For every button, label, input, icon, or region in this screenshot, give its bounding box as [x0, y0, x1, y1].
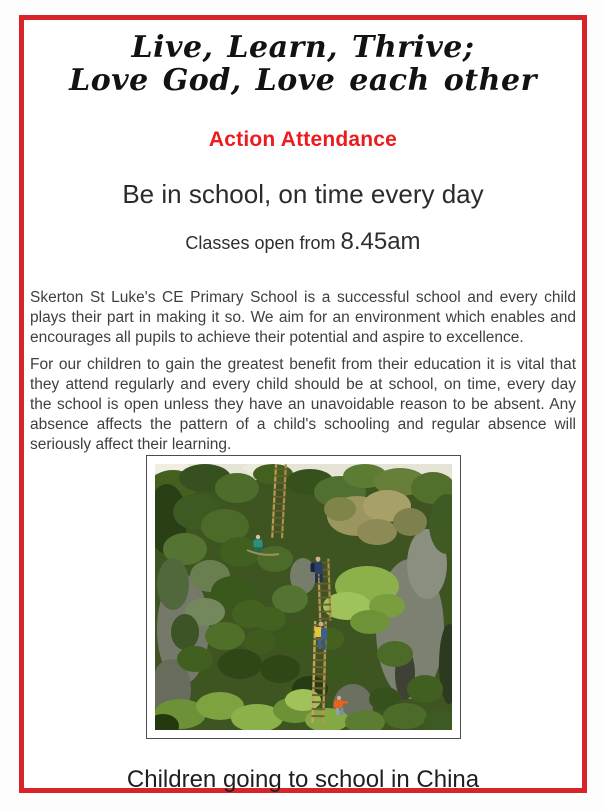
tagline: Be in school, on time every day [122, 179, 484, 209]
photo-frame [146, 455, 461, 739]
action-attendance-heading: Action Attendance [208, 128, 398, 151]
motto-line-1: Live, Learn, Thrive; [131, 30, 475, 65]
red-border-frame [19, 15, 587, 793]
school-motto [28, 31, 578, 97]
classes-open-line [24, 228, 582, 256]
classes-open-time: 8.45am [340, 228, 421, 255]
photo-children-ladders-cliff [155, 464, 452, 730]
classes-open-prefix: Classes open from [185, 233, 341, 253]
photo-caption: Children going to school in China [126, 766, 480, 793]
intro-paragraph: Skerton St Luke's CE Primary School is a successful school and every child plays their part in making it so. We aim for an environment which enables and encourages all pupils to achieve their potential and aspire to excellence. [30, 289, 576, 346]
attendance-paragraph: For our children to gain the greatest benefit from their education it is vital that they attend regularly and every child should be at school, on time, every day the school is open unless they have an unavoidable reason to be absent. Any absence affects the pattern of a child's schooling and regular absence will seriously affect their learning. [30, 356, 576, 453]
motto-line-2: Love God, Love each other [69, 63, 537, 98]
